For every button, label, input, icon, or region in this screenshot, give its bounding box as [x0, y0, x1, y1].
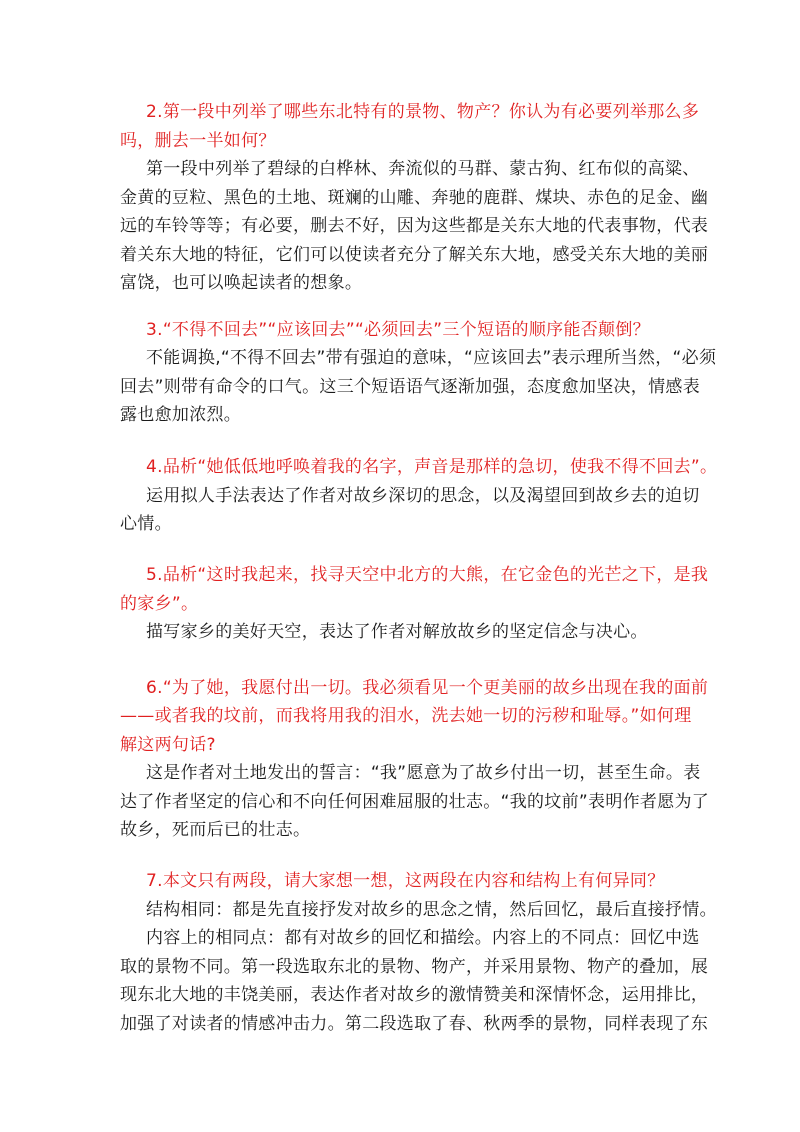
answer-2-line-4: 着关东大地的特征，它们可以使读者充分了解关东大地，感受关东大地的美丽	[120, 245, 709, 265]
question-3-line-1: 3.“不得不回去”“应该回去”“必须回去”三个短语的顺序能否颠倒？	[146, 320, 650, 340]
question-6-line-3: 解这两句话?	[120, 735, 216, 755]
answer-4-line-1: 运用拟人手法表达了作者对故乡深切的思念，以及渴望回到故乡去的迫切	[146, 486, 700, 506]
answer-7-line-3: 取的景物不同。第一段选取东北的景物、物产，并采用景物、物产的叠加，展	[120, 957, 709, 977]
question-7-line-1: 7.本文只有两段，请大家想一想，这两段在内容和结构上有何异同？	[146, 871, 665, 891]
answer-2-line-2: 金黄的豆粒、黑色的土地、斑斓的山雕、奔驰的鹿群、煤块、赤色的足金、幽	[120, 188, 709, 208]
answer-6-line-1: 这是作者对土地发出的誓言：“我”愿意为了故乡付出一切，甚至生命。表	[146, 763, 701, 783]
answer-7-line-5: 加强了对读者的情感冲击力。第二段选取了春、秋两季的景物，同样表现了东	[120, 1014, 709, 1034]
question-6-line-1: 6.“为了她，我愿付出一切。我必须看见一个更美丽的故乡出现在我的面前	[146, 678, 709, 698]
answer-6-line-2: 达了作者坚定的信心和不向任何困难屈服的壮志。“我的坟前”表明作者愿为了	[120, 792, 710, 812]
answer-4-line-2: 心情。	[120, 514, 172, 534]
answer-2-line-1: 第一段中列举了碧绿的白桦林、奔流似的马群、蒙古狗、红布似的高粱、	[146, 159, 700, 179]
answer-6-line-3: 故乡，死而后已的壮志。	[120, 820, 311, 840]
question-5-line-1: 5.品析“这时我起来，找寻天空中北方的大熊，在它金色的光芒之下，是我	[146, 565, 709, 585]
answer-7-line-2: 内容上的相同点：都有对故乡的回忆和描绘。内容上的不同点：回忆中选	[146, 928, 700, 948]
answer-3-line-3: 露也愈加浓烈。	[120, 405, 242, 425]
question-5-line-2: 的家乡”。	[120, 594, 199, 614]
answer-3-line-1: 不能调换,“不得不回去”带有强迫的意味，“应该回去”表示理所当然，“必须	[146, 348, 717, 368]
question-2-line-1: 2.第一段中列举了哪些东北特有的景物、物产？你认为有必要列举那么多	[146, 102, 700, 122]
question-2-line-2: 吗，删去一半如何？	[120, 131, 276, 151]
answer-7-line-1: 结构相同：都是先直接抒发对故乡的思念之情，然后回忆，最后直接抒情。	[146, 900, 717, 920]
answer-2-line-3: 远的车铃等等；有必要，删去不好，因为这些都是关东大地的代表事物，代表	[120, 216, 709, 236]
question-4-line-1: 4.品析“她低低地呼唤着我的名字，声音是那样的急切，使我不得不回去”。	[146, 457, 718, 477]
answer-3-line-2: 回去”则带有命令的口气。这三个短语语气逐渐加强，态度愈加坚决，情感表	[120, 377, 701, 397]
answer-7-line-4: 现东北大地的丰饶美丽，表达作者对故乡的激情赞美和深情怀念，运用排比，	[120, 985, 709, 1005]
answer-5-line-1: 描写家乡的美好天空，表达了作者对解放故乡的坚定信念与决心。	[146, 622, 648, 642]
question-6-line-2: ——或者我的坟前，而我将用我的泪水，洗去她一切的污秽和耻辱。”如何理	[120, 706, 692, 726]
answer-2-line-5: 富饶，也可以唤起读者的想象。	[120, 273, 363, 293]
